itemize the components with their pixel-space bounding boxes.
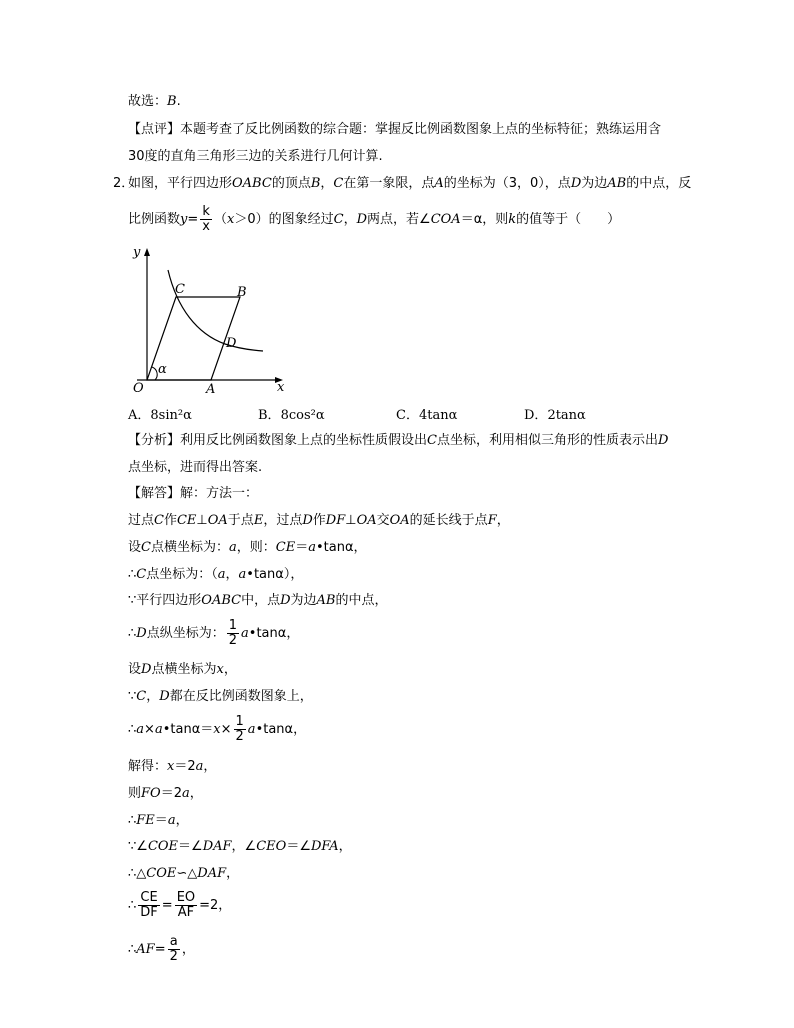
frac-den: 2 [228,633,238,648]
question-line-1 [128,174,691,194]
s-var: DF [325,513,346,528]
s-text: ＝ [154,813,168,828]
frac-num: a [168,935,180,950]
q-text: 为边 [581,176,608,191]
q-text: 比例函数 [128,212,181,227]
s-text: ，则： [236,540,276,555]
s-var: C [141,540,151,555]
s-text: •tanα＝ [162,722,214,737]
q-text: ， [343,212,357,227]
option-text: 2tanα [547,408,586,423]
s-var: CEO [256,839,287,854]
option-letter: B． [258,408,281,423]
angle-arc [152,367,157,380]
q-text: 的值等于（ ） [516,212,621,227]
a-var: D [657,433,669,448]
s-var: a [136,722,145,737]
q-var: B [310,176,321,191]
q-var: AB [607,176,627,191]
s-var: a [181,786,190,801]
q-var: OABC [232,176,272,191]
s-text: ＝∠ [286,839,311,854]
solution-line-13 [128,837,352,857]
s-var: COE [147,839,179,854]
analysis-line-2: 点坐标，进而得出答案. [128,460,263,475]
fraction-half [227,619,239,648]
s-text: ， [225,567,239,582]
option-letter: C． [396,408,419,423]
s-var: a [154,722,163,737]
q-text: 在第一象限，点 [343,176,435,191]
solution-line-10 [128,757,216,777]
s-text: ∴△ [128,866,147,881]
answer-line [128,92,181,112]
s-text: ⊥ [345,513,357,528]
solution-line-14 [128,864,239,884]
s-text: 点坐标为：（ [146,567,218,582]
label-b: B [237,285,247,300]
s-var: D [159,689,170,704]
s-text: 作 [312,513,326,528]
option-text: 8cos²α [280,408,325,423]
q-text: = [187,212,199,227]
s-var: a [228,540,237,555]
s-text: ＝2 [174,759,196,774]
q-var: D [356,212,368,227]
s-var: OA [207,513,228,528]
s-text: ， [223,662,237,677]
s-text: 点横坐标为 [151,662,217,677]
s-text: ， [175,813,189,828]
s-text: = [154,942,166,957]
q-text: （ [213,212,227,227]
question-line-2 [128,204,620,236]
q-var: A [434,176,444,191]
frac-num: EO [176,890,196,905]
s-text: •tanα）， [246,567,304,582]
q-var: D [570,176,582,191]
q-var: COA [430,212,461,227]
s-var: OA [356,513,377,528]
frac-num: CE [138,891,160,906]
s-text: ∴ [128,813,137,828]
q-text: 如图，平行四边形 [128,176,233,191]
s-text: ∵平行四边形 [128,593,202,608]
s-text: ，∠ [231,839,257,854]
s-var: AF [136,942,155,957]
s-var: C [136,567,147,582]
q-text: 两点，若∠ [367,212,431,227]
s-text: ＝2 [160,786,182,801]
option-letter: A． [128,408,151,423]
s-text: •tanα， [255,722,307,737]
s-var: E [253,513,264,528]
s-var: CE [275,540,296,555]
s-text: 的延长线于点 [409,513,488,528]
label-a: A [206,382,216,395]
answer-period: . [176,94,181,109]
analysis-line-1 [128,431,668,451]
s-text: ＝ [295,540,309,555]
fraction-half [234,715,246,744]
comment-line-1: 【点评】本题考查了反比例函数的综合题：掌握反比例函数图象上点的坐标特征；熟练运用含 [128,122,662,137]
s-text: 点纵坐标为： [146,626,225,641]
s-var: x [167,759,175,774]
s-var: DAF [197,866,227,881]
answer-value: B [167,94,177,109]
s-text: •tanα， [315,540,367,555]
option-letter: D． [524,408,548,423]
q-text: 的坐标为（3，0），点 [443,176,571,191]
option-c[interactable] [396,404,457,423]
frac-den: 2 [169,949,178,964]
s-var: OABC [201,593,242,608]
comment-line-2: 30度的直角三角形三边的关系进行几何计算. [128,149,383,164]
option-text: 4tanα [418,408,458,423]
s-text: = [161,898,173,913]
fraction-k-over-x [200,205,212,234]
solution-line-4 [128,565,303,585]
s-text: 交 [376,513,390,528]
s-text: •tanα， [248,626,300,641]
q-var: x [227,212,235,227]
q-text: ＝α，则 [460,212,509,227]
s-text: 为边 [290,593,317,608]
s-text: 则 [128,786,142,801]
s-text: ∽△ [176,866,198,881]
s-text: × [144,722,155,737]
frac-num: 1 [228,618,238,633]
s-var: a [241,626,249,641]
s-text: ， [203,759,217,774]
s-text: 作 [163,513,177,528]
label-y: y [133,245,141,260]
s-var: DAF [202,839,232,854]
s-text: 解得： [128,759,168,774]
s-var: x [213,722,221,737]
option-a[interactable] [128,404,192,423]
s-text: 点横坐标为： [150,540,229,555]
solution-line-12 [128,811,189,831]
q-var: C [333,212,344,227]
q-text: ＞0）的图象经过 [234,212,334,227]
s-text: ＝∠ [178,839,203,854]
option-b[interactable] [258,404,325,423]
q-text: 的顶点 [271,176,311,191]
frac-den: 2 [235,729,244,744]
s-var: COE [146,866,177,881]
a-text: 点坐标，利用相似三角形的性质表示出 [436,433,658,448]
s-var: C [154,513,164,528]
s-var: a [238,567,247,582]
s-text: ⊥ [196,513,208,528]
s-text: ∴ [128,898,137,913]
s-text: ， [496,513,510,528]
label-alpha: α [158,362,167,377]
s-text: ∵ [128,689,137,704]
geometry-figure [125,240,295,395]
frac-den: DF [140,905,158,920]
solution-line-3 [128,538,367,558]
option-d[interactable] [524,404,586,423]
s-var: D [136,626,147,641]
s-var: OA [389,513,410,528]
fraction-eo-af [175,891,197,920]
label-o: O [133,381,144,395]
s-text: ， [181,942,195,957]
solution-line-8 [128,687,313,707]
frac-num: 1 [235,714,244,729]
question-number: 2． [113,176,135,191]
y-axis-arrow [144,248,150,256]
frac-den: AF [177,905,195,920]
s-text: ， [226,866,240,881]
frac-den: x [202,219,210,234]
s-var: F [487,513,497,528]
s-text: =2， [199,898,232,913]
s-text: ， [338,839,352,854]
s-text: 中，点 [241,593,281,608]
s-var: FE [136,813,155,828]
q-var: y [180,212,188,227]
s-text: ∴ [128,567,137,582]
solution-line-16 [128,934,195,966]
s-var: a [167,813,176,828]
s-text: 都在反比例函数图象上， [169,689,313,704]
s-var: a [217,567,226,582]
s-var: a [247,722,256,737]
a-var: C [427,433,437,448]
solution-line-2 [128,511,510,531]
label-c: C [175,282,185,297]
solution-line-6 [128,618,299,650]
s-var: C [136,689,147,704]
option-text: 8sin²α [150,408,192,423]
s-var: CE [176,513,197,528]
s-text: ， [189,786,203,801]
label-d: D [226,336,237,351]
s-var: a [308,540,316,555]
s-text: 设 [128,540,142,555]
s-var: DFA [310,839,339,854]
s-text: ，过点 [263,513,303,528]
solution-line-11 [128,784,203,804]
q-var: C [333,176,344,191]
s-var: D [141,662,152,677]
solution-line-9 [128,714,306,746]
fraction-a-over-2 [168,935,180,964]
s-text: 于点 [227,513,254,528]
answer-label: 故选： [128,94,168,109]
s-text: ， [146,689,160,704]
solution-line-15 [128,890,231,922]
s-var: D [302,513,313,528]
s-text: 设 [128,662,142,677]
q-text: ， [320,176,334,191]
s-var: FO [141,786,161,801]
solution-line-7 [128,660,237,680]
s-text: 的中点， [335,593,388,608]
s-text: ∴ [128,722,137,737]
solution-line-5 [128,591,388,611]
s-text: ∴ [128,626,137,641]
frac-num: k [200,205,212,220]
s-var: AB [316,593,336,608]
s-text: ∴ [128,942,137,957]
fraction-ce-df [138,891,160,920]
s-var: D [280,593,291,608]
q-var: k [508,212,517,227]
a-text: 【分析】利用反比例函数图象上点的坐标性质假设出 [128,433,428,448]
label-x: x [277,380,285,395]
solution-title: 【解答】解：方法一： [128,486,259,501]
s-text: 过点 [128,513,155,528]
q-text: 的中点，反 [626,176,692,191]
s-var: a [195,759,204,774]
s-var: x [216,662,224,677]
s-text: × [220,722,232,737]
s-text: ∵∠ [128,839,148,854]
